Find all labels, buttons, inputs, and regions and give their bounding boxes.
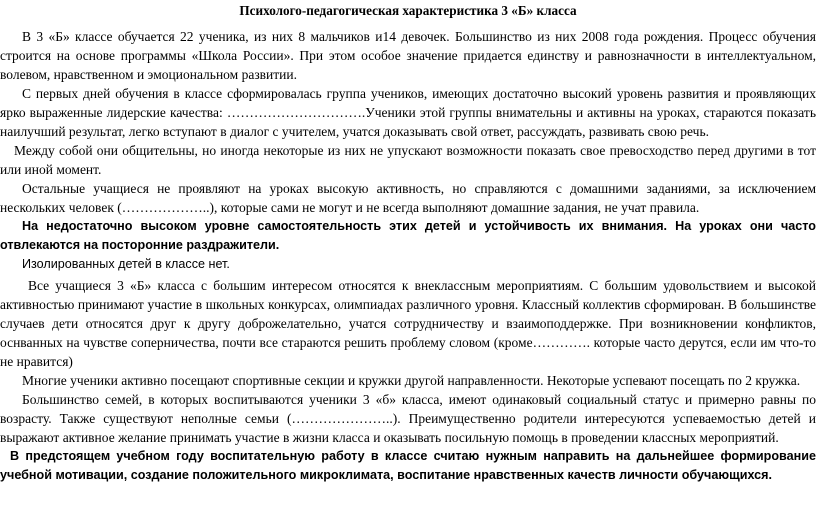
document-title: Психолого-педагогическая характеристика 3 «Б» класса [239, 3, 577, 18]
paragraph-isolated-children: Изолированных детей в классе нет. [22, 257, 230, 271]
paragraph-class-composition: В 3 «Б» классе обучается 22 ученика, из них 8 мальчиков и14 девочек. Большинство из них 2008 года рождения. Процесс обучения строится на основе программы «Школа России». При этом особое значение придается единству и равнозначности в интеллектуальном, волевом, нравственном и эмоциональном развитии. [0, 29, 816, 82]
paragraph-other-students: Остальные учащиеся не проявляют на уроках высокую активность, но справляются с домашними заданиями, за исключением нескольких человек (………………..), которые сами не могут и не всегда выполняют домашние задания, не учат правила. [0, 181, 816, 215]
paragraph-extracurricular: Все учащиеся 3 «Б» класса с большим интересом относятся к внеклассным мероприятиям. С большим удовольствием и высокой активностью принимают участие в школьных конкурсах, олимпиадах различного уровня. Классный коллектив сформирован. В большинстве случаев дети относятся друг к другу доброжелательно, учатся сотрудничеству и взаимоподдержке. При возникновении конфликтов, оснванных на чувстве соперничества, почти все стараются решить проблему словом (кроме…………. которые часто дерутся, если им что-то не нравится) [0, 278, 816, 369]
paragraph-communication: Между собой они общительны, но иногда некоторые из них не упускают возможности показать свое превосходство перед другими в тот или иной момент. [0, 143, 816, 177]
paragraph-sports-clubs: Многие ученики активно посещают спортивные секции и кружки другой направленности. Некоторые успевают посещать по 2 кружка. [22, 373, 801, 388]
document-body [0, 27, 816, 485]
paragraph-independence: На недостаточно высоком уровне самостоятельность этих детей и устойчивость их внимания. На уроках они часто отвлекаются на посторонние раздражители. [0, 219, 816, 252]
paragraph-leaders-group: С первых дней обучения в классе сформировалась группа учеников, имеющих достаточно высокий уровень развития и проявляющих ярко выраженные лидерские качества: ………………………….Ученики этой группы внимательны и активны на уроках, стараются показать наилучший результат, легко вступают в диалог с учителем, учатся доказывать свой ответ, рассуждать, развивать свою речь. [0, 86, 816, 139]
paragraph-families: Большинство семей, в которых воспитываются ученики 3 «б» класса, имеют одинаковый социальный статус и примерно равны по возрасту. Также существуют неполные семьи (…………………..). Преимущественно родители интересуются успеваемостью детей и выражают активное желание принимать участие в жизни класса и оказывать посильную помощь в проведении классных мероприятий. [0, 392, 816, 445]
paragraph-upcoming-year: В предстоящем учебном году воспитательную работу в классе считаю нужным направить на дальнейшее формирование учебной мотивации, создание положительного микроклимата, воспитание нравственных качеств личности обучающихся. [0, 449, 816, 482]
